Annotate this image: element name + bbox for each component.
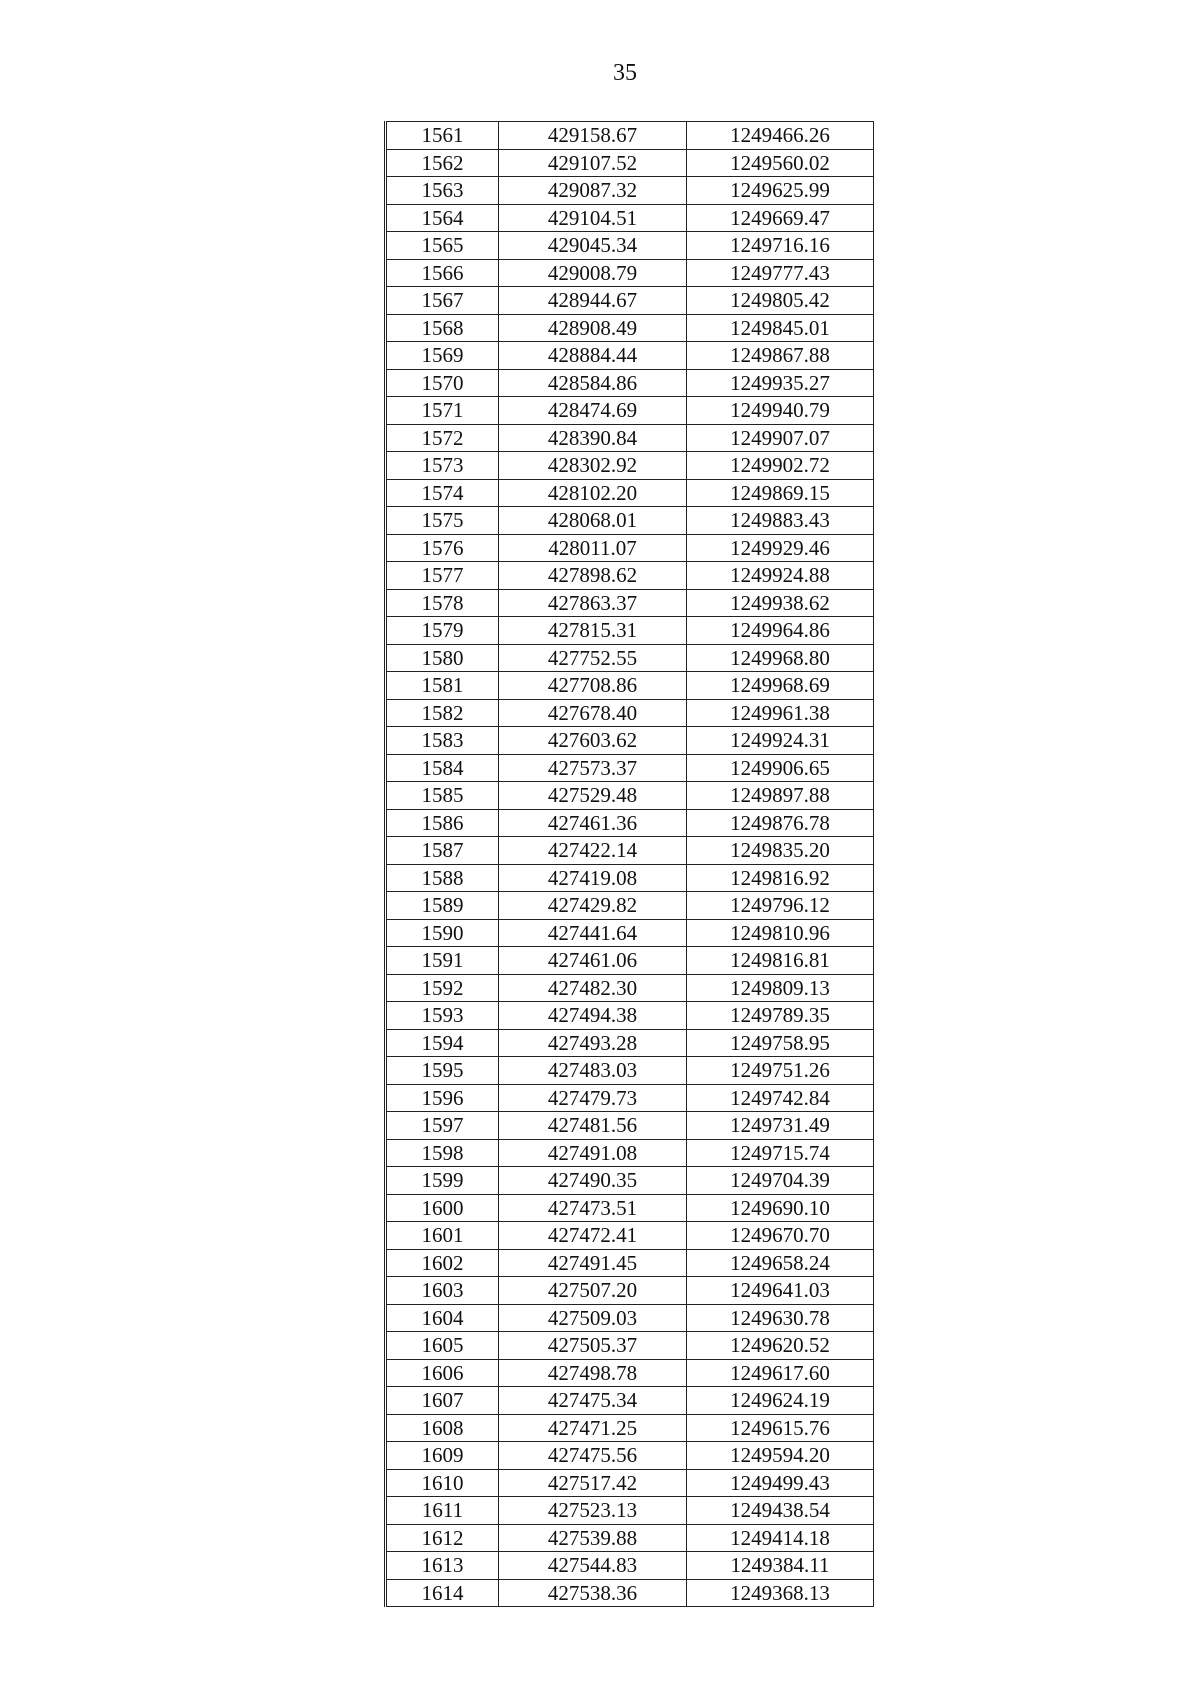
- x-coordinate-cell: 427517.42: [499, 1469, 687, 1497]
- point-number-cell: 1614: [386, 1579, 499, 1607]
- x-coordinate-cell: 429107.52: [499, 149, 687, 177]
- y-coordinate-cell: 1249731.49: [687, 1112, 874, 1140]
- x-coordinate-cell: 427491.08: [499, 1139, 687, 1167]
- table-row: [386, 644, 874, 672]
- table-row: [386, 974, 874, 1002]
- point-number-cell: 1577: [386, 562, 499, 590]
- table-row: [386, 1139, 874, 1167]
- table-row: [386, 919, 874, 947]
- x-coordinate-cell: 427419.08: [499, 864, 687, 892]
- x-coordinate-cell: 427544.83: [499, 1552, 687, 1580]
- table-row: [386, 452, 874, 480]
- x-coordinate-cell: 427507.20: [499, 1277, 687, 1305]
- x-coordinate-cell: 427752.55: [499, 644, 687, 672]
- coordinates-table-body: [386, 122, 874, 1607]
- y-coordinate-cell: 1249845.01: [687, 314, 874, 342]
- table-row: [386, 892, 874, 920]
- point-number-cell: 1606: [386, 1359, 499, 1387]
- table-row: [386, 122, 874, 150]
- x-coordinate-cell: 428944.67: [499, 287, 687, 315]
- table-row: [386, 397, 874, 425]
- y-coordinate-cell: 1249796.12: [687, 892, 874, 920]
- x-coordinate-cell: 427523.13: [499, 1497, 687, 1525]
- table-row: [386, 507, 874, 535]
- y-coordinate-cell: 1249690.10: [687, 1194, 874, 1222]
- table-row: [386, 1332, 874, 1360]
- x-coordinate-cell: 427493.28: [499, 1029, 687, 1057]
- x-coordinate-cell: 427898.62: [499, 562, 687, 590]
- x-coordinate-cell: 429045.34: [499, 232, 687, 260]
- x-coordinate-cell: 427678.40: [499, 699, 687, 727]
- point-number-cell: 1611: [386, 1497, 499, 1525]
- y-coordinate-cell: 1249669.47: [687, 204, 874, 232]
- point-number-cell: 1599: [386, 1167, 499, 1195]
- y-coordinate-cell: 1249704.39: [687, 1167, 874, 1195]
- x-coordinate-cell: 428390.84: [499, 424, 687, 452]
- page-number: 35: [613, 60, 637, 86]
- table-row: [386, 672, 874, 700]
- table-row: [386, 837, 874, 865]
- table-row: [386, 754, 874, 782]
- y-coordinate-cell: 1249368.13: [687, 1579, 874, 1607]
- table-row: [386, 782, 874, 810]
- y-coordinate-cell: 1249869.15: [687, 479, 874, 507]
- point-number-cell: 1575: [386, 507, 499, 535]
- x-coordinate-cell: 427473.51: [499, 1194, 687, 1222]
- y-coordinate-cell: 1249758.95: [687, 1029, 874, 1057]
- y-coordinate-cell: 1249964.86: [687, 617, 874, 645]
- point-number-cell: 1582: [386, 699, 499, 727]
- y-coordinate-cell: 1249670.70: [687, 1222, 874, 1250]
- table-row: [386, 369, 874, 397]
- x-coordinate-cell: 427815.31: [499, 617, 687, 645]
- table-row: [386, 424, 874, 452]
- point-number-cell: 1583: [386, 727, 499, 755]
- x-coordinate-cell: 427494.38: [499, 1002, 687, 1030]
- y-coordinate-cell: 1249816.81: [687, 947, 874, 975]
- point-number-cell: 1580: [386, 644, 499, 672]
- table-row: [386, 314, 874, 342]
- y-coordinate-cell: 1249620.52: [687, 1332, 874, 1360]
- table-row: [386, 1579, 874, 1607]
- x-coordinate-cell: 427498.78: [499, 1359, 687, 1387]
- x-coordinate-cell: 427479.73: [499, 1084, 687, 1112]
- y-coordinate-cell: 1249716.16: [687, 232, 874, 260]
- table-row: [386, 1029, 874, 1057]
- y-coordinate-cell: 1249384.11: [687, 1552, 874, 1580]
- y-coordinate-cell: 1249816.92: [687, 864, 874, 892]
- point-number-cell: 1601: [386, 1222, 499, 1250]
- x-coordinate-cell: 427475.56: [499, 1442, 687, 1470]
- table-row: [386, 1222, 874, 1250]
- point-number-cell: 1591: [386, 947, 499, 975]
- x-coordinate-cell: 427529.48: [499, 782, 687, 810]
- y-coordinate-cell: 1249751.26: [687, 1057, 874, 1085]
- x-coordinate-cell: 428011.07: [499, 534, 687, 562]
- x-coordinate-cell: 429087.32: [499, 177, 687, 205]
- x-coordinate-cell: 427481.56: [499, 1112, 687, 1140]
- point-number-cell: 1602: [386, 1249, 499, 1277]
- point-number-cell: 1566: [386, 259, 499, 287]
- table-row: [386, 1304, 874, 1332]
- y-coordinate-cell: 1249615.76: [687, 1414, 874, 1442]
- x-coordinate-cell: 427461.36: [499, 809, 687, 837]
- x-coordinate-cell: 427422.14: [499, 837, 687, 865]
- y-coordinate-cell: 1249924.31: [687, 727, 874, 755]
- y-coordinate-cell: 1249560.02: [687, 149, 874, 177]
- point-number-cell: 1612: [386, 1524, 499, 1552]
- y-coordinate-cell: 1249809.13: [687, 974, 874, 1002]
- point-number-cell: 1581: [386, 672, 499, 700]
- table-row: [386, 1249, 874, 1277]
- y-coordinate-cell: 1249438.54: [687, 1497, 874, 1525]
- table-row: [386, 1442, 874, 1470]
- y-coordinate-cell: 1249897.88: [687, 782, 874, 810]
- y-coordinate-cell: 1249940.79: [687, 397, 874, 425]
- y-coordinate-cell: 1249883.43: [687, 507, 874, 535]
- point-number-cell: 1610: [386, 1469, 499, 1497]
- y-coordinate-cell: 1249810.96: [687, 919, 874, 947]
- point-number-cell: 1598: [386, 1139, 499, 1167]
- point-number-cell: 1592: [386, 974, 499, 1002]
- x-coordinate-cell: 427538.36: [499, 1579, 687, 1607]
- y-coordinate-cell: 1249617.60: [687, 1359, 874, 1387]
- table-row: [386, 1112, 874, 1140]
- table-row: [386, 727, 874, 755]
- y-coordinate-cell: 1249876.78: [687, 809, 874, 837]
- point-number-cell: 1564: [386, 204, 499, 232]
- point-number-cell: 1613: [386, 1552, 499, 1580]
- table-row: [386, 699, 874, 727]
- table-row: [386, 1359, 874, 1387]
- x-coordinate-cell: 427475.34: [499, 1387, 687, 1415]
- y-coordinate-cell: 1249961.38: [687, 699, 874, 727]
- y-coordinate-cell: 1249715.74: [687, 1139, 874, 1167]
- point-number-cell: 1567: [386, 287, 499, 315]
- x-coordinate-cell: 427429.82: [499, 892, 687, 920]
- point-number-cell: 1590: [386, 919, 499, 947]
- table-row: [386, 1167, 874, 1195]
- point-number-cell: 1593: [386, 1002, 499, 1030]
- table-row: [386, 259, 874, 287]
- y-coordinate-cell: 1249938.62: [687, 589, 874, 617]
- x-coordinate-cell: 427441.64: [499, 919, 687, 947]
- x-coordinate-cell: 427573.37: [499, 754, 687, 782]
- point-number-cell: 1569: [386, 342, 499, 370]
- y-coordinate-cell: 1249968.80: [687, 644, 874, 672]
- table-row: [386, 232, 874, 260]
- y-coordinate-cell: 1249924.88: [687, 562, 874, 590]
- table-row: [386, 947, 874, 975]
- point-number-cell: 1584: [386, 754, 499, 782]
- y-coordinate-cell: 1249641.03: [687, 1277, 874, 1305]
- point-number-cell: 1600: [386, 1194, 499, 1222]
- x-coordinate-cell: 428474.69: [499, 397, 687, 425]
- table-row: [386, 1084, 874, 1112]
- table-row: [386, 1387, 874, 1415]
- y-coordinate-cell: 1249594.20: [687, 1442, 874, 1470]
- y-coordinate-cell: 1249466.26: [687, 122, 874, 150]
- table-row: [386, 1497, 874, 1525]
- point-number-cell: 1568: [386, 314, 499, 342]
- x-coordinate-cell: 429104.51: [499, 204, 687, 232]
- table-row: [386, 809, 874, 837]
- table-row: [386, 177, 874, 205]
- x-coordinate-cell: 427471.25: [499, 1414, 687, 1442]
- point-number-cell: 1604: [386, 1304, 499, 1332]
- y-coordinate-cell: 1249929.46: [687, 534, 874, 562]
- point-number-cell: 1597: [386, 1112, 499, 1140]
- x-coordinate-cell: 427603.62: [499, 727, 687, 755]
- x-coordinate-cell: 428584.86: [499, 369, 687, 397]
- y-coordinate-cell: 1249935.27: [687, 369, 874, 397]
- point-number-cell: 1586: [386, 809, 499, 837]
- y-coordinate-cell: 1249742.84: [687, 1084, 874, 1112]
- y-coordinate-cell: 1249968.69: [687, 672, 874, 700]
- table-row: [386, 342, 874, 370]
- x-coordinate-cell: 429158.67: [499, 122, 687, 150]
- point-number-cell: 1578: [386, 589, 499, 617]
- point-number-cell: 1574: [386, 479, 499, 507]
- x-coordinate-cell: 427509.03: [499, 1304, 687, 1332]
- point-number-cell: 1565: [386, 232, 499, 260]
- x-coordinate-cell: 428102.20: [499, 479, 687, 507]
- y-coordinate-cell: 1249630.78: [687, 1304, 874, 1332]
- y-coordinate-cell: 1249805.42: [687, 287, 874, 315]
- x-coordinate-cell: 428068.01: [499, 507, 687, 535]
- point-number-cell: 1576: [386, 534, 499, 562]
- table-row: [386, 204, 874, 232]
- y-coordinate-cell: 1249499.43: [687, 1469, 874, 1497]
- y-coordinate-cell: 1249777.43: [687, 259, 874, 287]
- point-number-cell: 1603: [386, 1277, 499, 1305]
- point-number-cell: 1589: [386, 892, 499, 920]
- x-coordinate-cell: 427483.03: [499, 1057, 687, 1085]
- point-number-cell: 1579: [386, 617, 499, 645]
- table-row: [386, 1277, 874, 1305]
- x-coordinate-cell: 427505.37: [499, 1332, 687, 1360]
- y-coordinate-cell: 1249907.07: [687, 424, 874, 452]
- point-number-cell: 1561: [386, 122, 499, 150]
- y-coordinate-cell: 1249835.20: [687, 837, 874, 865]
- x-coordinate-cell: 429008.79: [499, 259, 687, 287]
- x-coordinate-cell: 428884.44: [499, 342, 687, 370]
- table-row: [386, 589, 874, 617]
- y-coordinate-cell: 1249658.24: [687, 1249, 874, 1277]
- x-coordinate-cell: 427539.88: [499, 1524, 687, 1552]
- table-row: [386, 617, 874, 645]
- y-coordinate-cell: 1249625.99: [687, 177, 874, 205]
- coordinates-table: [384, 121, 874, 1607]
- point-number-cell: 1609: [386, 1442, 499, 1470]
- x-coordinate-cell: 428908.49: [499, 314, 687, 342]
- table-row: [386, 1524, 874, 1552]
- y-coordinate-cell: 1249624.19: [687, 1387, 874, 1415]
- point-number-cell: 1572: [386, 424, 499, 452]
- point-number-cell: 1573: [386, 452, 499, 480]
- table-row: [386, 1552, 874, 1580]
- point-number-cell: 1587: [386, 837, 499, 865]
- point-number-cell: 1608: [386, 1414, 499, 1442]
- x-coordinate-cell: 427863.37: [499, 589, 687, 617]
- y-coordinate-cell: 1249414.18: [687, 1524, 874, 1552]
- y-coordinate-cell: 1249902.72: [687, 452, 874, 480]
- point-number-cell: 1570: [386, 369, 499, 397]
- point-number-cell: 1595: [386, 1057, 499, 1085]
- point-number-cell: 1585: [386, 782, 499, 810]
- table-row: [386, 534, 874, 562]
- y-coordinate-cell: 1249789.35: [687, 1002, 874, 1030]
- x-coordinate-cell: 427490.35: [499, 1167, 687, 1195]
- table-row: [386, 1469, 874, 1497]
- table-row: [386, 1194, 874, 1222]
- point-number-cell: 1594: [386, 1029, 499, 1057]
- x-coordinate-cell: 427491.45: [499, 1249, 687, 1277]
- y-coordinate-cell: 1249906.65: [687, 754, 874, 782]
- x-coordinate-cell: 428302.92: [499, 452, 687, 480]
- y-coordinate-cell: 1249867.88: [687, 342, 874, 370]
- point-number-cell: 1563: [386, 177, 499, 205]
- x-coordinate-cell: 427482.30: [499, 974, 687, 1002]
- point-number-cell: 1562: [386, 149, 499, 177]
- point-number-cell: 1588: [386, 864, 499, 892]
- table-row: [386, 562, 874, 590]
- point-number-cell: 1596: [386, 1084, 499, 1112]
- table-row: [386, 287, 874, 315]
- x-coordinate-cell: 427708.86: [499, 672, 687, 700]
- table-row: [386, 1057, 874, 1085]
- table-row: [386, 864, 874, 892]
- point-number-cell: 1605: [386, 1332, 499, 1360]
- table-row: [386, 1414, 874, 1442]
- table-row: [386, 479, 874, 507]
- x-coordinate-cell: 427461.06: [499, 947, 687, 975]
- table-row: [386, 1002, 874, 1030]
- point-number-cell: 1607: [386, 1387, 499, 1415]
- table-row: [386, 149, 874, 177]
- point-number-cell: 1571: [386, 397, 499, 425]
- x-coordinate-cell: 427472.41: [499, 1222, 687, 1250]
